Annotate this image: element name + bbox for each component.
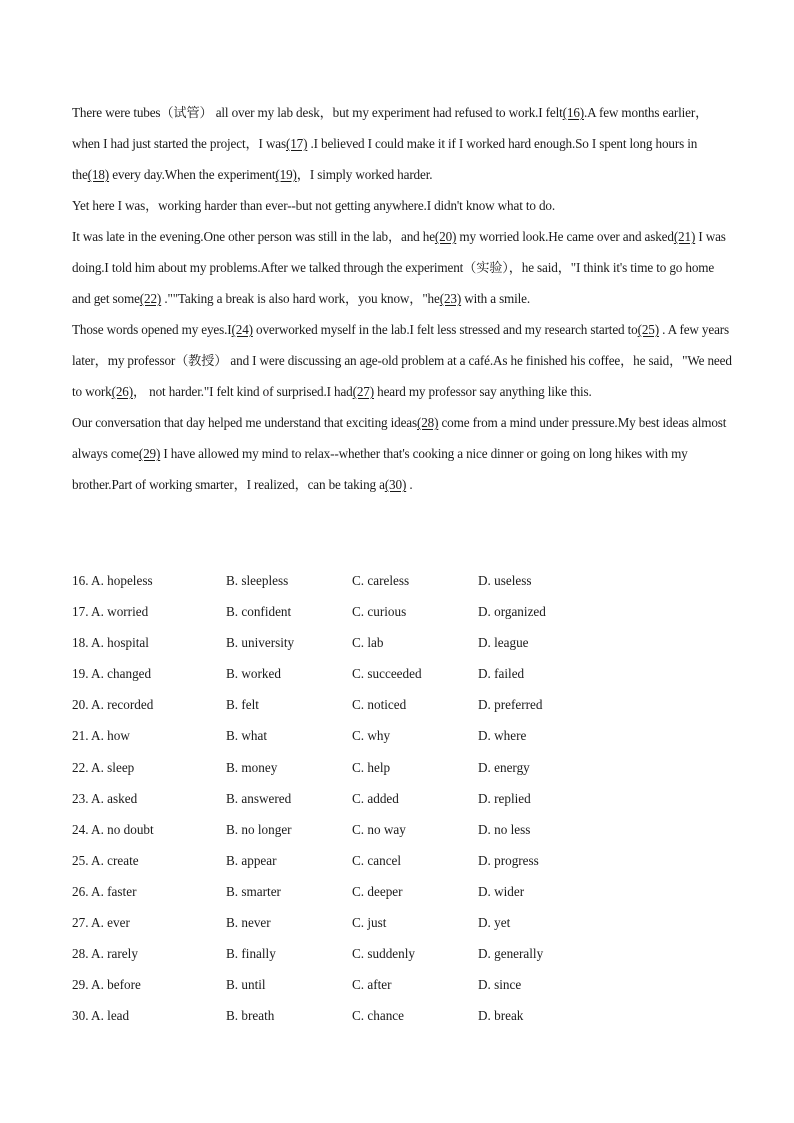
option-b: B. never <box>226 915 271 931</box>
paragraph-4 <box>72 314 732 407</box>
option-c: C. curious <box>352 604 407 620</box>
option-a: 24. A. no doubt <box>72 821 154 837</box>
passage-text: come from a mind under pressure.My best ideas almost always come <box>72 415 727 461</box>
question-29 <box>72 969 732 1000</box>
option-c: C. no way <box>352 821 406 837</box>
option-c: C. noticed <box>352 697 407 713</box>
option-d: D. useless <box>478 573 532 588</box>
option-b: B. university <box>226 635 295 651</box>
option-a: 30. A. lead <box>72 1008 130 1024</box>
option-d: D. where <box>478 728 527 744</box>
option-c: C. careless <box>352 573 410 588</box>
option-c: C. just <box>352 915 387 931</box>
blank-16: (16) <box>562 105 585 120</box>
passage-text: There were tubes（试管） all over my lab desk，but my experiment had refused to work.I felt <box>72 105 563 120</box>
option-b: B. no longer <box>226 821 292 837</box>
question-30 <box>72 1000 732 1031</box>
option-b: B. confident <box>226 604 292 620</box>
option-b: B. felt <box>226 697 259 713</box>
option-a: 27. A. ever <box>72 915 130 931</box>
blank-23: (23) <box>439 291 462 306</box>
option-a: 23. A. asked <box>72 790 138 806</box>
passage-text: ， not harder."I felt kind of surprised.I had <box>132 384 353 399</box>
passage-text: overworked myself in the lab.I felt less stressed and my research started to <box>252 322 638 337</box>
passage-text: Our conversation that day helped me understand that exciting ideas <box>72 415 417 430</box>
option-b: B. smarter <box>226 883 281 899</box>
passage-text: every day.When the experiment <box>109 167 276 182</box>
question-26 <box>72 876 732 907</box>
question-18 <box>72 627 732 658</box>
question-19 <box>72 658 732 689</box>
option-b: B. sleepless <box>226 573 289 588</box>
blank-25: (25) <box>637 322 659 337</box>
blank-18: (18) <box>87 167 110 182</box>
blank-22: (22) <box>139 291 162 306</box>
question-16 <box>72 565 732 596</box>
option-b: B. appear <box>226 852 277 868</box>
answer-options <box>72 565 732 1031</box>
passage-text: with a smile. <box>461 291 531 306</box>
blank-17: (17) <box>285 136 308 151</box>
option-b: B. until <box>226 977 266 993</box>
option-b: B. answered <box>226 790 292 806</box>
passage-text: Those words opened my eyes.I <box>72 322 232 337</box>
cloze-passage <box>72 97 732 500</box>
passage-text: my worried look.He came over and asked <box>456 229 674 244</box>
option-d: D. organized <box>478 604 546 620</box>
blank-28: (28) <box>416 415 439 430</box>
passage-text: heard my professor say anything like this. <box>373 384 592 399</box>
blank-27: (27) <box>352 384 374 399</box>
question-23 <box>72 783 732 814</box>
passage-text: . <box>406 477 413 492</box>
option-d: D. break <box>478 1008 524 1024</box>
option-c: C. why <box>352 728 391 744</box>
blank-21: (21) <box>673 229 696 244</box>
option-a: 29. A. before <box>72 977 141 993</box>
option-d: D. yet <box>478 915 511 931</box>
question-17 <box>72 596 732 627</box>
question-27 <box>72 907 732 938</box>
blank-20: (20) <box>434 229 457 244</box>
passage-text: . A few years later，my professor（教授） and I were discussing an age-old problem at a café.As he finished his coffee，he said，"We need to work <box>72 322 732 399</box>
option-d: D. generally <box>478 946 544 962</box>
option-a: 17. A. worried <box>72 604 149 620</box>
question-22 <box>72 752 732 783</box>
option-a: 18. A. hospital <box>72 635 149 651</box>
option-a: 16. A. hopeless <box>72 573 153 588</box>
paragraph-1 <box>72 97 732 190</box>
option-a: 22. A. sleep <box>72 759 135 775</box>
paragraph-5 <box>72 407 732 500</box>
passage-text: I have allowed my mind to relax--whether that's cooking a nice dinner or going on long hikes with my brother.Part of working smarter，I realized，can be taking a <box>72 446 688 492</box>
blank-24: (24) <box>231 322 253 337</box>
option-b: B. money <box>226 759 278 775</box>
passage-text: .""Taking a break is also hard work，you know，"he <box>161 291 440 306</box>
passage-text: It was late in the evening.One other person was still in the lab，and he <box>72 229 435 244</box>
option-d: D. no less <box>478 821 531 837</box>
paragraph-2: Yet here I was，working harder than ever--but not getting anywhere.I didn't know what to do. <box>72 198 555 213</box>
option-c: C. chance <box>352 1008 404 1024</box>
passage-text: ，I simply worked harder. <box>296 167 433 182</box>
option-c: C. lab <box>352 635 384 651</box>
option-a: 28. A. rarely <box>72 946 138 962</box>
option-d: D. league <box>478 635 529 651</box>
option-d: D. failed <box>478 666 525 682</box>
option-d: D. progress <box>478 852 539 868</box>
option-d: D. since <box>478 977 522 993</box>
option-b: B. what <box>226 728 268 744</box>
option-d: D. preferred <box>478 697 543 713</box>
option-c: C. help <box>352 759 391 775</box>
question-20 <box>72 689 732 720</box>
blank-26: (26) <box>111 384 133 399</box>
option-c: C. suddenly <box>352 946 416 962</box>
option-c: C. succeeded <box>352 666 422 682</box>
blank-29: (29) <box>138 446 161 461</box>
option-b: B. breath <box>226 1008 275 1024</box>
blank-30: (30) <box>384 477 407 492</box>
paragraph-3 <box>72 221 732 314</box>
option-d: D. replied <box>478 790 531 806</box>
option-a: 20. A. recorded <box>72 697 154 713</box>
passage-text: .I believed I could make it if I worked hard enough.So I spent long hours in the <box>72 136 698 182</box>
option-a: 25. A. create <box>72 852 139 868</box>
passage-text: I was doing.I told him about my problems.After we talked through the experiment（实验），he said，"I think it's time to go home and get some <box>72 229 726 306</box>
option-b: B. worked <box>226 666 281 682</box>
option-c: C. cancel <box>352 852 402 868</box>
option-a: 19. A. changed <box>72 666 152 682</box>
option-c: C. after <box>352 977 392 993</box>
option-d: D. energy <box>478 759 530 775</box>
option-c: C. added <box>352 790 399 806</box>
blank-19: (19) <box>275 167 297 182</box>
option-a: 21. A. how <box>72 728 130 744</box>
question-21 <box>72 720 732 751</box>
question-28 <box>72 938 732 969</box>
passage-text: .A few months earlier，when I had just started the project，I was <box>72 105 709 151</box>
option-d: D. wider <box>478 883 525 899</box>
option-b: B. finally <box>226 946 276 962</box>
question-25 <box>72 845 732 876</box>
question-24 <box>72 814 732 845</box>
option-c: C. deeper <box>352 883 403 899</box>
option-a: 26. A. faster <box>72 883 137 899</box>
